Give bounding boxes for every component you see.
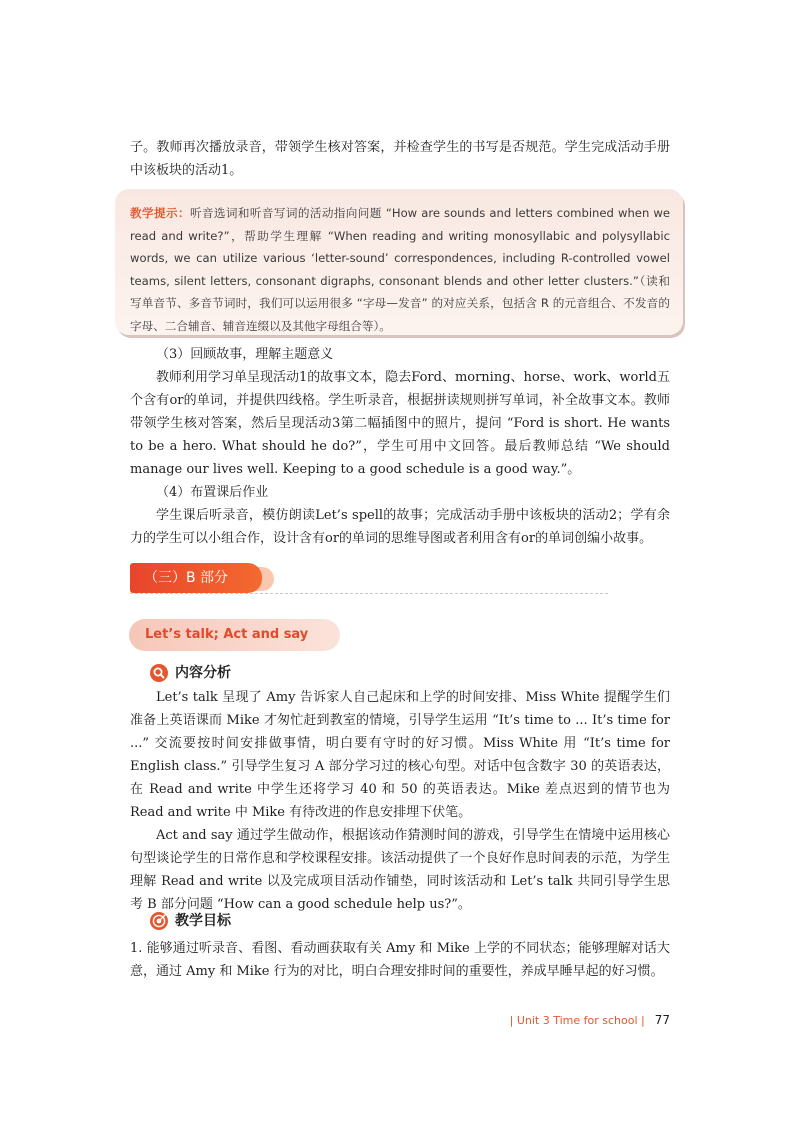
footer-unit-label: | Unit 3 Time for school | — [509, 1014, 645, 1027]
teaching-tip-text: 听音选词和听音写词的活动指向问题 “How are sounds and letters combined when we read and write?”，帮助学生理解 “When reading and writing monosyllabic and polysyllabic words, we can utilize various ‘letter-sound’ correspondences, including R-controlled vowel teams, silent letters, consonant digraphs, consonant blends and other letter clusters.”（读和写单音节、多音节词时，我们可以运用很多 “字母—发音” 的对应关系，包括含 R 的元音组合、不发音的字母、二合辅音、辅音连缀以及其他字母组合等）。 — [130, 206, 670, 333]
lesson-title-pill: Let’s talk; Act and say — [129, 619, 340, 651]
intro-text: 子。教师再次播放录音，带领学生核对答案，并检查学生的书写是否规范。学生完成活动手册中该板块的活动1。 — [130, 140, 670, 178]
step3-heading: （3）回顾故事，理解主题意义 — [156, 347, 334, 362]
section-divider — [130, 593, 608, 594]
section-banner: （三）B 部分 — [130, 563, 262, 593]
steps-block — [130, 343, 670, 550]
intro-paragraph — [130, 136, 670, 182]
teaching-tip — [130, 202, 670, 337]
step4-text: 学生课后听录音，模仿朗读Let’s spell的故事；完成活动手册中该板块的活动2；学有余力的学生可以小组合作，设计含有or的单词的思维导图或者利用含有or的单词创编小故事。 — [130, 508, 670, 546]
step4-heading: （4）布置课后作业 — [156, 485, 269, 500]
page-number: 77 — [654, 1013, 670, 1027]
target-icon — [150, 912, 168, 930]
teaching-goals-body — [130, 937, 670, 983]
content-analysis-para1: Let’s talk 呈现了 Amy 告诉家人自己起床和上学的时间安排、Miss White 提醒学生们准备上英语课而 Mike 才匆忙赶到教室的情境，引导学生运用 “It’s time to ... It’s time for ...” 交流要按时间安排做事情，明白要有守时的好习惯。Miss White 用 “It’s time for English class.” 引导学生复习 A 部分学习过的核心句型。对话中包含数字 30 的英语表达，在 Read and write 中学生还将学习 40 和 50 的英语表达。Mike 差点迟到的情节也为 Read and write 中 Mike 有待改进的作息安排埋下伏笔。 — [130, 690, 670, 820]
content-analysis-heading — [150, 662, 231, 684]
step3-text: 教师利用学习单呈现活动1的故事文本，隐去Ford、morning、horse、work、world五个含有or的单词，并提供四线格。学生听录音，根据拼读规则拼写单词，补全故事文本。教师带领学生核对答案，然后呈现活动3第二幅插图中的照片，提问 “Ford is short. He wants to be a hero. What should he do?”，学生可用中文回答。最后教师总结 “We should manage our lives well. Keeping to a good schedule is a good way.”。 — [130, 370, 671, 477]
magnifier-icon — [150, 664, 168, 682]
teaching-goals-title: 教学目标 — [175, 913, 231, 929]
content-analysis-title: 内容分析 — [175, 665, 231, 681]
page-footer — [470, 1010, 670, 1030]
teaching-tip-label: 教学提示： — [130, 206, 190, 220]
teaching-goals-item1: 1. 能够通过听录音、看图、看动画获取有关 Amy 和 Mike 上学的不同状态；能够理解对话大意，通过 Amy 和 Mike 行为的对比，明白合理安排时间的重要性，养成早睡早起的好习惯。 — [130, 941, 670, 979]
content-analysis-body — [130, 686, 670, 916]
teaching-goals-heading — [150, 910, 231, 932]
content-analysis-para2: Act and say 通过学生做动作，根据该动作猜测时间的游戏，引导学生在情境中运用核心句型谈论学生的日常作息和学校课程安排。该活动提供了一个良好作息时间表的示范，为学生理解 Read and write 以及完成项目活动作铺垫，同时该活动和 Let’s talk 共同引导学生思考 B 部分问题 “How can a good schedule help us?”。 — [130, 828, 670, 912]
